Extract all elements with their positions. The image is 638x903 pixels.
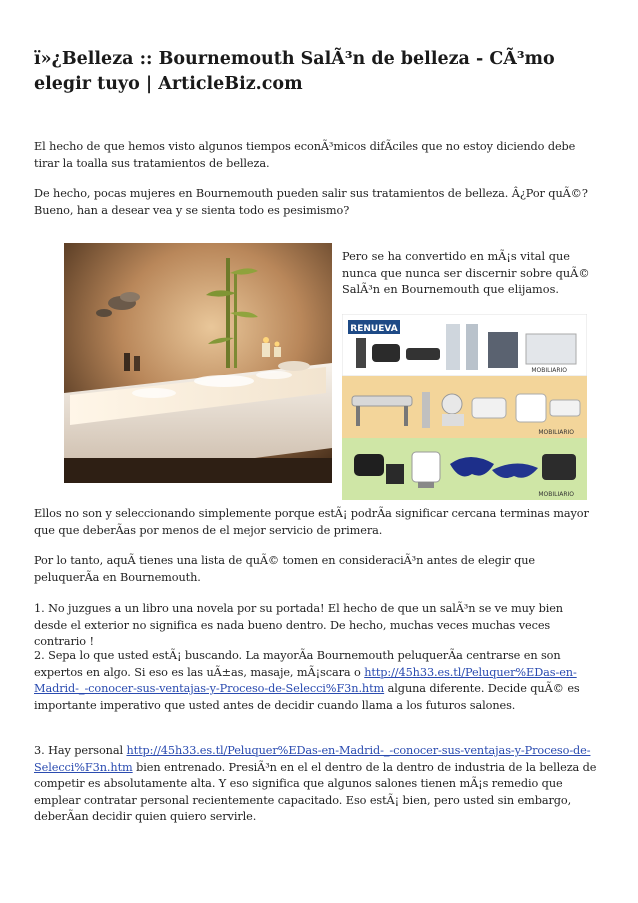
catalog-panel-label-2: MOBILIARIO <box>538 429 574 436</box>
paragraph-7-text-after: bien entrenado. PresiÃ³n en el el dentro de la dentro de industria de la belleza de competir es absolutamente alta. Y eso significa que algunos salones tienen mÃ¡s remedio que emplear contratar personal recientemente capacitado. Eso estÃ¡ bien, pero usted sin embargo, deberÃan decidir quien quiero servirle. <box>34 760 597 823</box>
salon-furniture-catalog-image <box>342 314 587 500</box>
paragraph-3: Ellos no son y seleccionando simplemente porque estÃ¡ podrÃa significar cercana terminas mayor que que deberÃas por menos de el mejor servicio de primera. <box>34 507 589 537</box>
paragraph-2: De hecho, pocas mujeres en Bournemouth pueden salir sus tratamientos de belleza. Â¿Por quÃ©? Bueno, han a desear vea y se sienta todo es pesimismo? <box>34 187 588 217</box>
paragraph-1: El hecho de que hemos visto algunos tiempos econÃ³micos difÃciles que no estoy diciendo debe tirar la toalla sus tratamientos de belleza. <box>34 140 576 170</box>
paragraph-7-text-before: 3. Hay personal <box>34 744 127 757</box>
article-link-1[interactable]: http://45h33.es.tl/Peluquer%EDas-en-Madrid-_-conocer-sus-ventajas-y-Proceso-de-Selecci%F3n.htm <box>34 665 577 695</box>
catalog-panel-label-1: MOBILIARIO <box>531 367 567 374</box>
article-title: ï»¿Belleza :: Bournemouth SalÃ³n de belleza - CÃ³mo elegir tuyo | ArticleBiz.com <box>34 49 555 94</box>
paragraph-4: Por lo tanto, aquÃ tienes una lista de quÃ© tomen en consideraciÃ³n antes de elegir que peluquerÃa en Bournemouth. <box>34 554 535 584</box>
paragraph-5: 1. No juzgues a un libro una novela por su portada! El hecho de que un salÃ³n se ve muy bien desde el exterior no significa es nada bueno dentro. De hecho, muchas veces muchas veces contrario ! <box>34 602 563 648</box>
article-link-2[interactable]: http://45h33.es.tl/Peluquer%EDas-en-Madrid-_-conocer-sus-ventajas-y-Proceso-de-Selecci%F3n.htm <box>34 744 591 774</box>
paragraph-6-text-after: alguna diferente. Decide quÃ© es importante imperativo que usted antes de decidir cuando llama a los futuros salones. <box>34 682 580 712</box>
spa-bath-image <box>64 243 332 483</box>
paragraph-6-text-before: 2. Sepa lo que usted estÃ¡ buscando. La mayorÃa Bournemouth peluquerÃa centrarse en son expertos en algo. Si eso es las uÃ±as, masaje, mÃ¡scara o <box>34 649 561 679</box>
side-paragraph: Pero se ha convertido en mÃ¡s vital que nunca que nunca ser discernir sobre quÃ© SalÃ³n en Bournemouth que elijamos. <box>342 250 590 296</box>
paragraph-6 <box>34 648 599 714</box>
catalog-brand: RENUEVA <box>350 324 398 334</box>
catalog-panel-label-3: MOBILIARIO <box>538 491 574 498</box>
paragraph-7 <box>34 743 599 826</box>
